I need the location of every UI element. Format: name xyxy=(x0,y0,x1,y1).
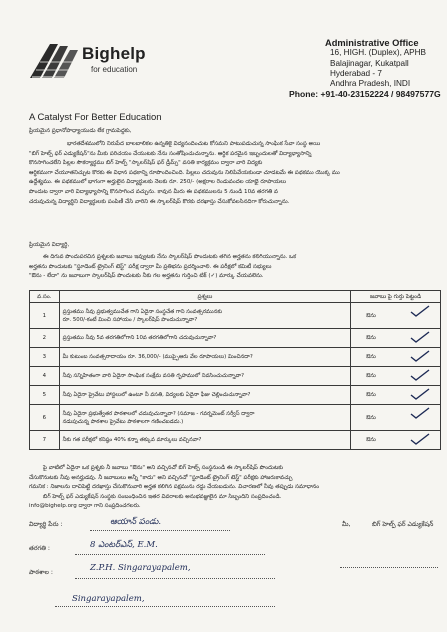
office-line: Andhra Pradesh, INDI xyxy=(330,79,411,89)
footer-line: చేసుకొనుటకు నీవు అనర్హుడవు. నీ జవాబులు అన్నీ "కాదు" అని వచ్చినచో "స్టూడెంట్ ట్రైనింగ్ టెస్ట్" పరీక్షకు హాజరుకావచ్చు xyxy=(29,474,293,481)
table-row xyxy=(30,367,441,386)
bighelp-logo-icon xyxy=(28,40,80,80)
student-name-value: ఆయాన్ పండు. xyxy=(110,517,162,527)
intro-line: పొందుట ద్వారా వారి విద్యాభ్యాసాన్ని కొనసాగించ వచ్చును. కావున మీరు ఈ పథకములను 5 నుండి 10వ తరగతి వ xyxy=(29,188,278,195)
row-question: ప్రస్తుతము నీవు 5వ తరగతిలోగాని 10వ తరగతిలోగాని చదువుచున్నావా? xyxy=(59,329,351,348)
class-line xyxy=(75,554,265,555)
office-address xyxy=(289,38,447,100)
checkmark-icon xyxy=(409,388,431,401)
table-row xyxy=(30,303,441,329)
answer-cell[interactable] xyxy=(351,303,441,329)
student-name-line xyxy=(90,530,230,531)
footer-notes xyxy=(29,464,441,512)
question-line: నీవు ఏదైనా ప్రభుత్వేతర పాఠశాలలో చదువుచున్నావా? (సమాజ - గవర్నమెంట్ సర్వీస్ ద్వారా xyxy=(62,410,255,417)
footer-email-line: info@bighelp.org ద్వారా గాని సంప్రదించగలరు. xyxy=(29,503,141,510)
signature-line xyxy=(340,567,438,568)
student-intro xyxy=(29,253,445,282)
school-value-line2: Singarayapalem, xyxy=(72,594,145,604)
answer-cell[interactable] xyxy=(351,329,441,348)
row-number: 5 xyxy=(30,386,60,405)
class-label: తరగతి : xyxy=(29,545,50,552)
answer-label: ఔను xyxy=(366,392,376,398)
answer-label: ఔను xyxy=(366,414,376,421)
answer-cell[interactable] xyxy=(351,367,441,386)
questions-table xyxy=(29,290,441,450)
class-value: 8 ఎంటర్‌ఎస్, E.M. xyxy=(90,540,158,550)
student-intro-line: "ఔను - లేదా" ను జవాబుగా స్కాలర్‌షిప్ పొందుటకు నీకు గల అర్హతను గుర్తించి టిక్ (✓) మార్కు చేయవలెను. xyxy=(29,273,264,280)
sign-greeting: మీ, xyxy=(342,521,351,528)
checkmark-icon xyxy=(409,369,431,382)
row-number: 4 xyxy=(30,367,60,386)
row-number: 7 xyxy=(30,431,60,450)
school-value: Z.P.H. Singarayapalem, xyxy=(90,563,191,573)
row-question xyxy=(59,303,351,329)
intro-line: "బిగ్ హెల్ప్ ఫర్ ఎడ్యుకేషన్"ను మీకు పరిచయం చేయుటకు నేను సంతోషించుచున్నాను. ఆర్థిక పరమైన ఇబ్బందులతో విద్యాభ్యాసాన్ని xyxy=(29,150,312,157)
col-header-question: ప్రశ్నలు xyxy=(59,291,351,303)
table-row xyxy=(30,348,441,367)
row-question: నీవు సన్నిహితంగా వారి ఏదైనా సాంఘిక సంక్షేమ వసతి గృహములో నివసించుచున్నావా? xyxy=(59,367,351,386)
office-line: 16, HIGH. (Duplex), APHB xyxy=(330,48,427,58)
student-intro-line: ఈ దిగువ పొందుపరచిన ప్రశ్నలకు జవాబు ఇవ్వుటకు నేను స్కాలర్‌షిప్ పొందుటకు తగిన అర్హతను కలిగియున్నాను. ఒక xyxy=(43,254,297,260)
office-heading: Administrative Office xyxy=(325,38,419,48)
checkmark-icon xyxy=(409,407,431,420)
intro-line: చదువుచున్న విద్యార్థిని విద్యార్థులకు పంపిణీ చేసి వారిని ఈ స్కాలర్‌షిప్ కొరకు దరఖాస్తు చేసుకోవలసినదిగా కోరుచున్నాను. xyxy=(29,198,290,205)
office-phone: Phone: +91-40-23152224 / 98497577G xyxy=(289,89,441,100)
intro-line: ఆర్థికముగా చేయూతనిచ్చుట కొరకు ఈ విధాన పథకాన్ని రూపొందించింది. పిల్లలు చదువును నిలిపివేయకుండా చూడటమే ఈ పథకము యొక్క ము xyxy=(29,169,340,176)
footer-line: గమనిక : నిజాలను దాచిపెట్టి దరఖాస్తు చేసుకొనువారి అర్హత కలిగిన పక్షమును రద్దు చేయబడును. విచారణలో నీవు తప్పుడు సమాధానం xyxy=(29,484,320,491)
brand-subtitle: for education xyxy=(91,65,138,74)
office-line: Hyderabad - 7 xyxy=(330,68,382,78)
col-header-answer: జవాబు పై గుర్తు పెట్టండి xyxy=(351,291,441,303)
student-intro-line: అర్హతను పొందుటకు "స్టూడెంట్ ట్రైనింగ్ టెస్ట్" పరీక్ష ద్వారా మీ ప్రతిభను ప్రదర్శించాలి. ఈ పరీక్షలో కమిటీ సభ్యులు xyxy=(29,263,272,270)
table-row xyxy=(30,329,441,348)
question-line: ప్రస్తుతము నీవు ప్రభుత్వముచేత గాని ఏదైనా సంస్థచేత గాని సంవత్సరమునకు xyxy=(62,308,223,315)
row-number: 6 xyxy=(30,405,60,431)
school-line xyxy=(75,578,275,579)
question-line: నడుపుచున్న పాఠశాల ప్రైవేటు పాఠశాలగా గణించబడదు.) xyxy=(62,418,184,425)
tagline: A Catalyst For Better Education xyxy=(29,112,162,123)
row-question: నీకు గత పరీక్షలో కనిష్ఠం 40% కన్నా తక్కువ మార్కులు వచ్చినవా? xyxy=(59,431,351,450)
answer-label: ఔను xyxy=(366,373,376,379)
col-header-no: వ.సం. xyxy=(30,291,60,303)
table-header-row xyxy=(30,291,441,303)
checkmark-icon xyxy=(409,433,431,446)
student-salutation: ప్రియమైన విద్యార్థి, xyxy=(29,242,70,248)
student-name-label: విద్యార్థి పేరు : xyxy=(29,521,63,528)
checkmark-icon xyxy=(409,331,431,344)
intro-paragraph xyxy=(29,140,445,207)
row-number: 1 xyxy=(30,303,60,329)
answer-label: ఔను xyxy=(366,437,376,443)
answer-label: ఔను xyxy=(366,354,376,360)
sign-org: బిగ్ హెల్ప్ ఫర్ ఎడ్యుకేషన్ xyxy=(372,521,434,528)
question-line: రూ. 500/-కంటే మించి సహాయం / స్కాలర్‌షిప్ పొందుచున్నావా? xyxy=(62,316,198,323)
footer-line: పై వాటిలో ఏదైనా ఒక ప్రశ్నకు నీ జవాబు "ఔను" అని వచ్చినచో బిగ్ హెల్ప్ సంస్థనుండి ఈ స్కాలర్‌షిప్ పొందుటకు xyxy=(43,465,284,471)
office-line: Balajinagar, Kukatpall xyxy=(330,58,409,68)
intro-line: భారతదేశములోని నిరుపేద బాలబాలికల ఉన్నతికై విద్యనందించుట కోసమని పాటుపడుచున్న సాంఘిక సేవా సంస్థ అయి xyxy=(67,141,321,147)
school-label: పాఠశాల : xyxy=(29,569,53,576)
intro-line: కొనసాగించలేని పిల్లల సౌకర్యార్థము బిగ్ హెల్ప్ "స్కాలర్‌షిప్ ఫర్ డ్రీమ్స్" వసతి కార్యక్రమం ద్వారా వారి విద్యకు xyxy=(29,160,263,167)
footer-line: బిగ్ హెల్ప్ ఫర్ ఎడ్యుకేషన్ సంస్థకు సంబంధించిన ఇతర వివరాలకు అనుభవజ్ఞులైన మా సిబ్బందిని సంప్రదించండి. xyxy=(43,493,282,500)
checkmark-icon xyxy=(409,350,431,363)
intro-line: ఉద్దేశ్యము. ఈ పథకములో భాగంగా అర్హులైన విద్యార్థులకు నెలకు రూ. 250/- (అక్షరాల రెండువందల యాభై రూపాయలు xyxy=(29,179,287,186)
answer-cell[interactable] xyxy=(351,386,441,405)
answer-cell[interactable] xyxy=(351,405,441,431)
row-question: నీవు ఏదైనా ప్రైవేటు హాస్టలులో ఉంటూ నీ వసతి, విద్యలకు ఏదైనా ఫీజు చెల్లించుచున్నావా? xyxy=(59,386,351,405)
answer-label: ఔను xyxy=(366,312,376,319)
table-row xyxy=(30,386,441,405)
row-question xyxy=(59,405,351,431)
answer-label: ఔను xyxy=(366,335,376,341)
answer-cell[interactable] xyxy=(351,348,441,367)
answer-cell[interactable] xyxy=(351,431,441,450)
school-line-2 xyxy=(55,606,275,607)
brand-name: Bighelp xyxy=(82,44,146,63)
table-row xyxy=(30,405,441,431)
row-number: 3 xyxy=(30,348,60,367)
row-question: మీ కుటుంబ సంవత్సరాదాయం రూ. 36,000/- (ముప్పైఆరు వేల రూపాయలు) మించినదా? xyxy=(59,348,351,367)
checkmark-icon xyxy=(409,305,431,318)
table-row xyxy=(30,431,441,450)
salutation: ప్రియమైన ప్రధానోపాధ్యాయుడు లేక గ్రామపెద్దకు, xyxy=(29,128,132,134)
row-number: 2 xyxy=(30,329,60,348)
